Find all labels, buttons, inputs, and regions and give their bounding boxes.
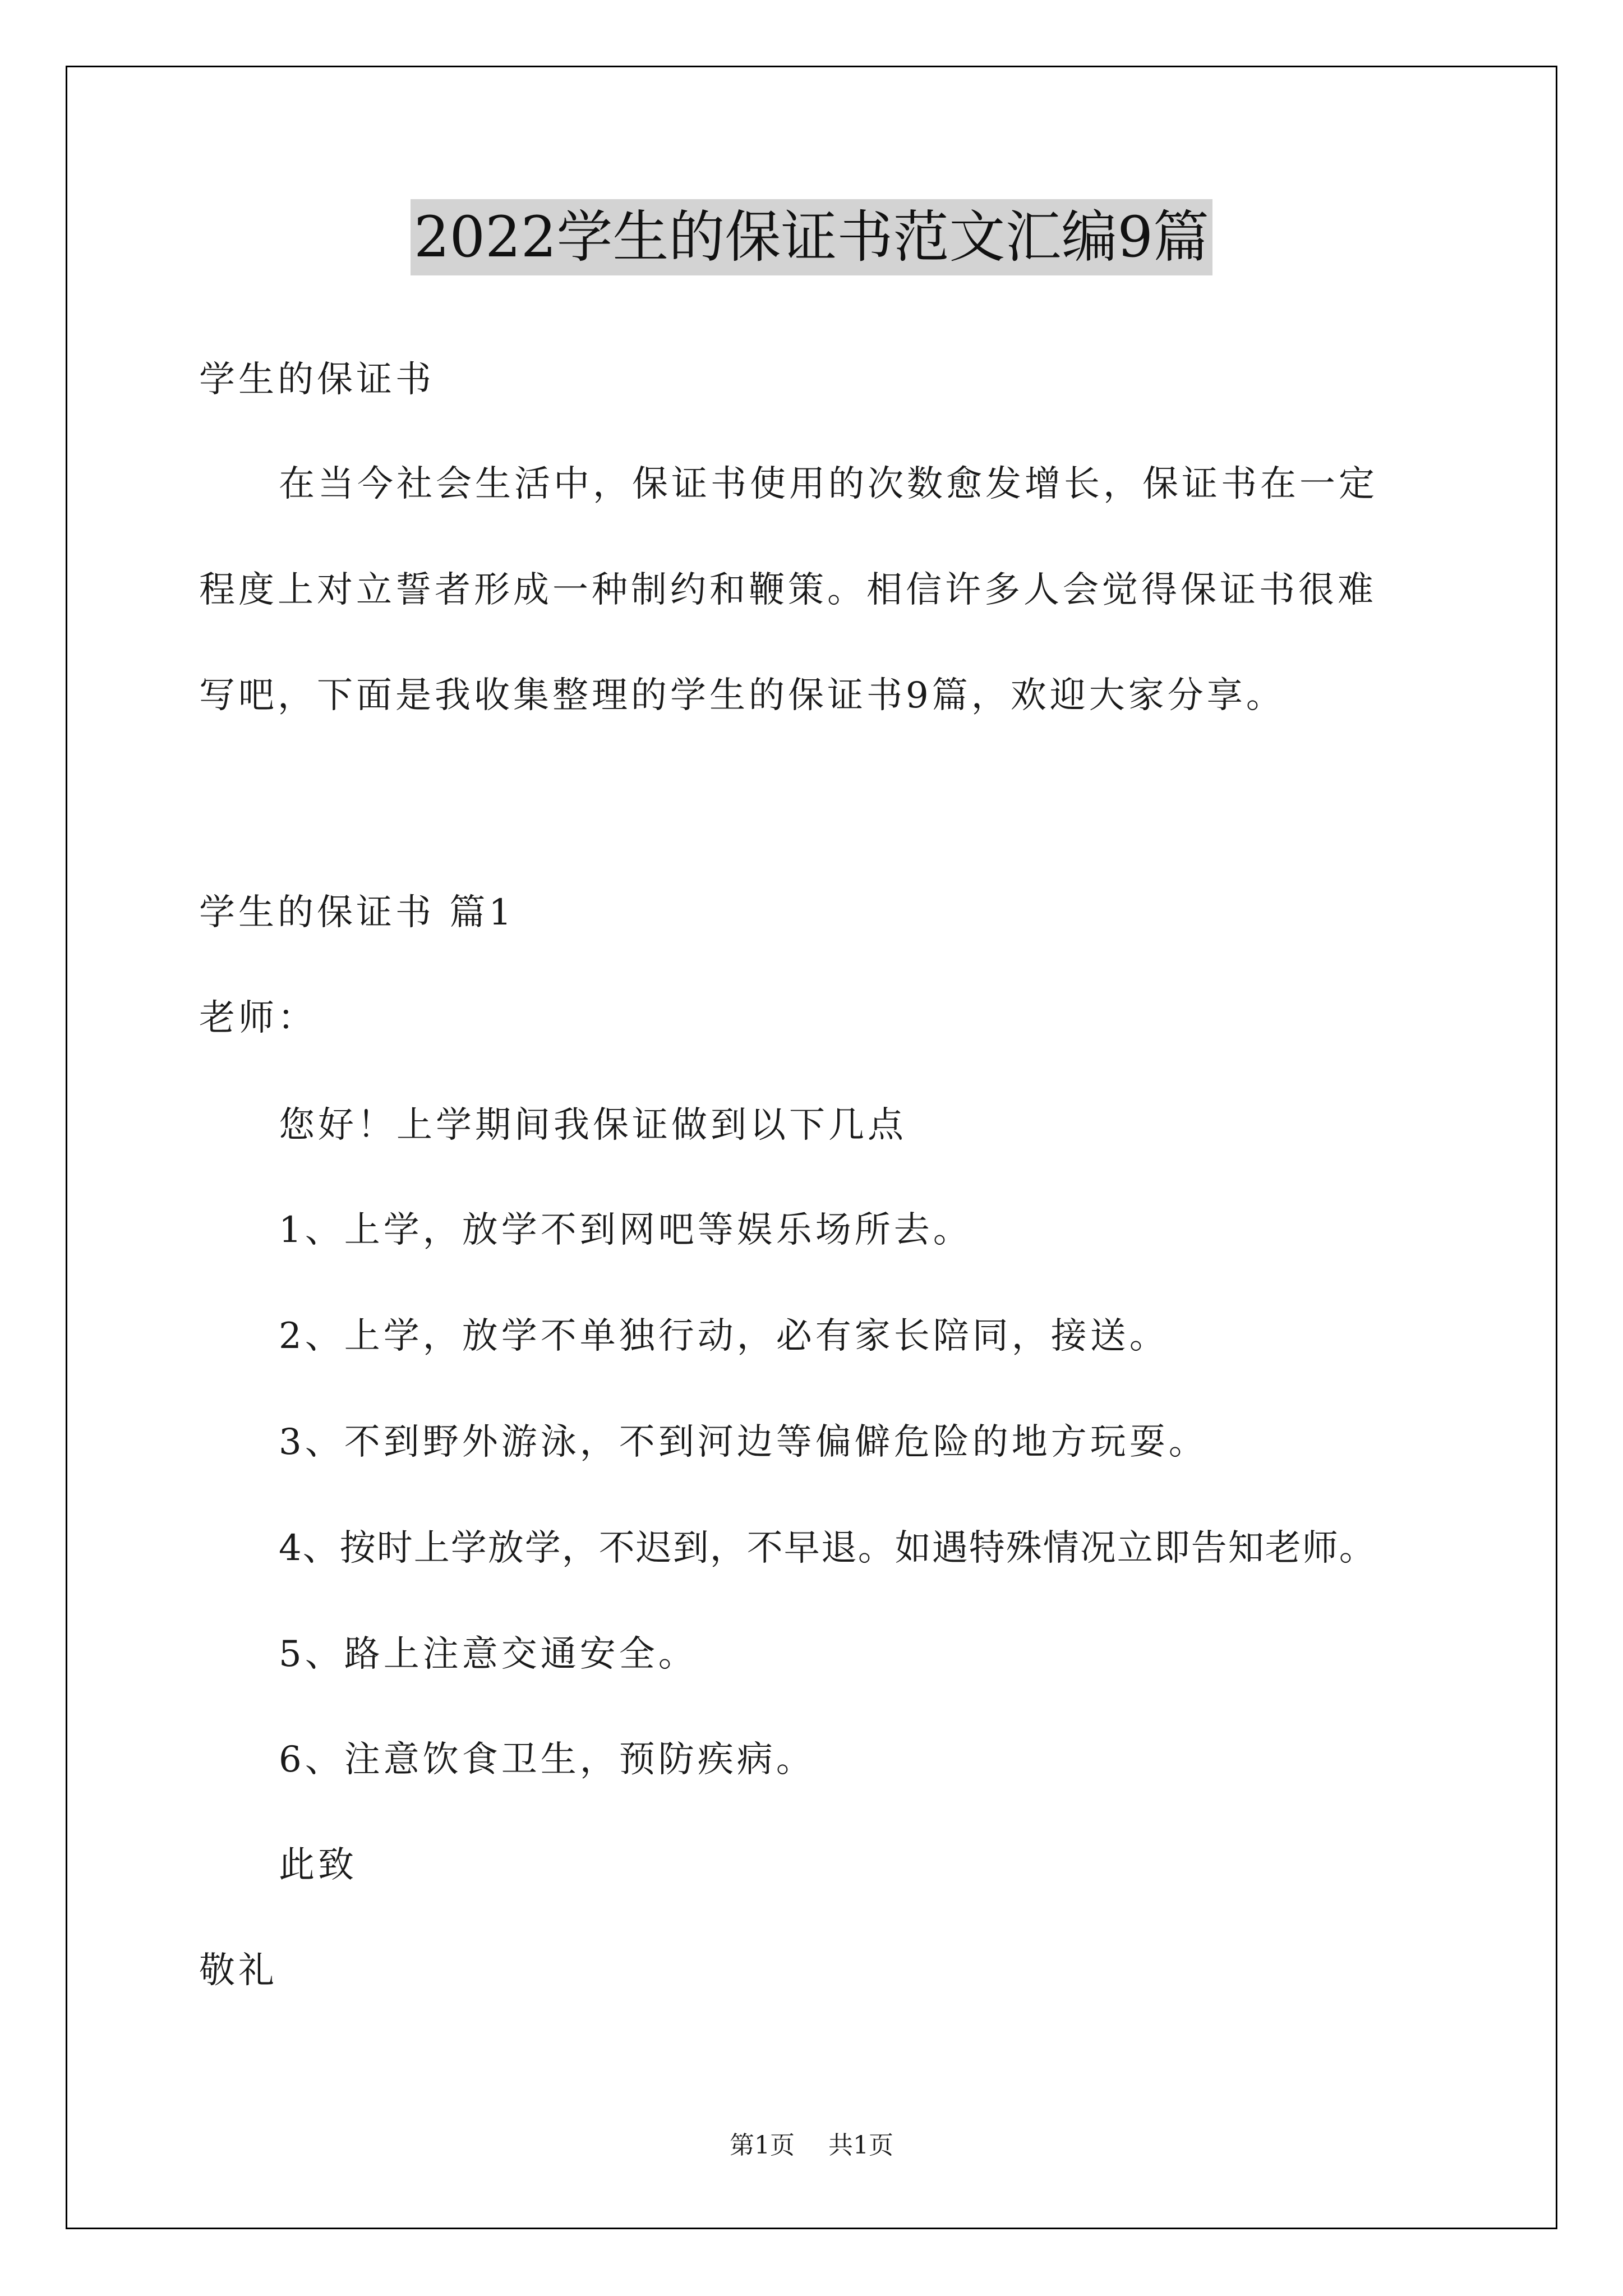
list-item: 1、上学，放学不到网吧等娱乐场所去。 <box>279 1209 972 1251</box>
title-container <box>0 199 1623 275</box>
closing-line-1: 此致 <box>279 1844 357 1886</box>
page-footer <box>0 2130 1623 2161</box>
intro-line-2: 程度上对立誓者形成一种制约和鞭策。相信许多人会觉得保证书很难 <box>199 569 1377 611</box>
list-item: 2、上学，放学不单独行动，必有家长陪同，接送。 <box>279 1315 1169 1357</box>
intro-line-1: 在当今社会生活中，保证书使用的次数愈发增长，保证书在一定 <box>279 463 1378 505</box>
document-title: 2022学生的保证书范文汇编9篇 <box>411 199 1212 275</box>
section-heading: 学生的保证书 篇1 <box>199 892 515 933</box>
list-item: 6、注意饮食卫生，预防疾病。 <box>279 1739 815 1780</box>
document-heading: 学生的保证书 <box>199 359 435 401</box>
page-total: 共1页 <box>828 2131 893 2160</box>
list-item: 5、路上注意交通安全。 <box>279 1634 698 1675</box>
page-number: 第1页 <box>730 2131 795 2160</box>
list-item: 4、按时上学放学，不迟到，不早退。如遇特殊情况立即告知老师。 <box>279 1527 1376 1569</box>
salutation: 老师： <box>199 997 317 1039</box>
list-item: 3、不到野外游泳，不到河边等偏僻危险的地方玩耍。 <box>279 1421 1208 1463</box>
greeting: 您好！上学期间我保证做到以下几点 <box>279 1105 907 1146</box>
closing-line-2: 敬礼 <box>199 1950 278 1991</box>
intro-line-3: 写吧，下面是我收集整理的学生的保证书9篇，欢迎大家分享。 <box>199 675 1285 716</box>
